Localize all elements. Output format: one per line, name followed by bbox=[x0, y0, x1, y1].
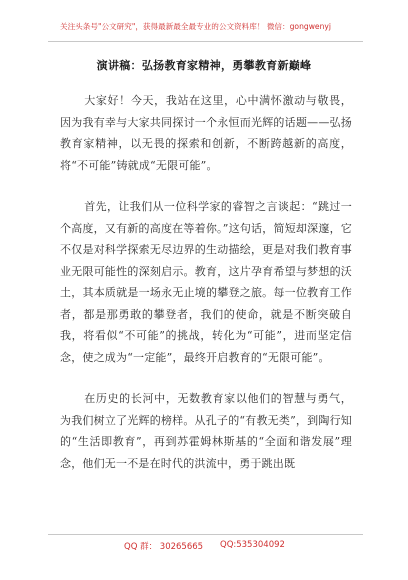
paragraph-2: 首先，让我们从一位科学家的睿智之言谈起：“跳过一个高度，又有新的高度在等着你。”这句话，简短却深邃，它不仅是对科学探索无尽边界的生动描绘，更是对我们教育事业无限可能性的深刻启示。教育，这片孕育希望与梦想的沃土，其本质就是一场永无止境的攀登之旅。每一位教育工作者，都是那勇敢的攀登者，我们的使命，就是不断突破自我，将看似“不可能”的挑战，转化为“可能”，进而坚定信念，使之成为“一定能”，最终开启教育的“无限可能”。 bbox=[60, 200, 352, 364]
document-body bbox=[60, 90, 352, 494]
header-promo-text: 关注头条号"公文研究"，获得最新最全最专业的公文资料库！ 微信：gongwenyj bbox=[60, 22, 332, 31]
footer-qq-number: QQ:535304092 bbox=[220, 540, 285, 550]
paragraph-1: 大家好！今天，我站在这里，心中满怀激动与敬畏，因为我有幸与大家共同探讨一个永恒而光辉的话题——弘扬教育家精神，以无畏的探索和创新，不断跨越新的高度，将“不可能”铸就成“无限可能”。 bbox=[60, 94, 352, 172]
paragraph-3: 在历史的长河中，无数教育家以他们的智慧与勇气，为我们树立了光辉的榜样。从孔子的“有教无类”，到陶行知的“生活即教育”，再到苏霍姆林斯基的“全面和谐发展”理念，他们无一不是在时代的洪流中，勇于跳出既 bbox=[60, 392, 352, 470]
page-header bbox=[48, 17, 363, 42]
page-footer bbox=[48, 534, 363, 559]
document-title: 演讲稿：弘扬教育家精神，勇攀教育新巅峰 bbox=[96, 59, 312, 72]
footer-qq-group: QQ 群： 30265665 bbox=[124, 542, 204, 552]
